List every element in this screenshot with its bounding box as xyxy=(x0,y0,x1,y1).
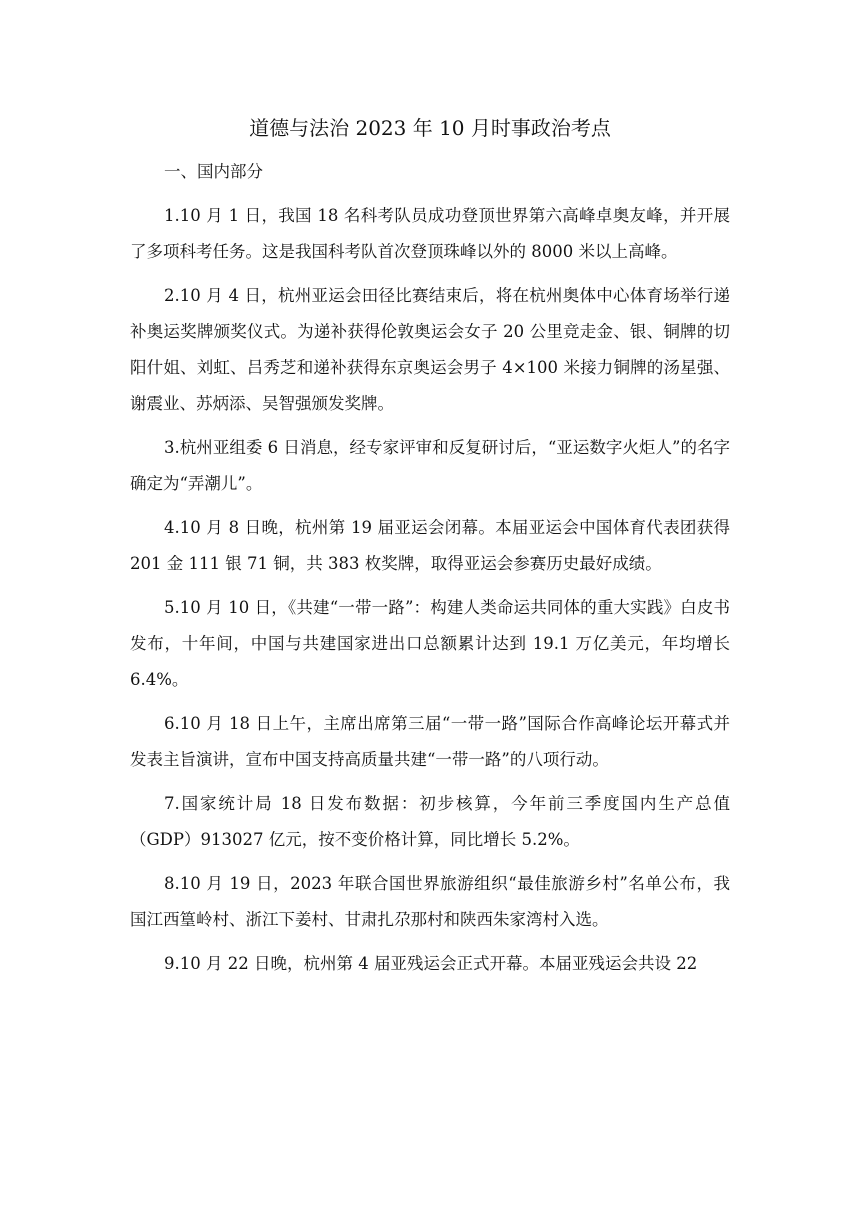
news-item-2: 2.10 月 4 日，杭州亚运会田径比赛结束后，将在杭州奥体中心体育场举行递补奥运奖牌颁奖仪式。为递补获得伦敦奥运会女子 20 公里竞走金、银、铜牌的切阳什姐、刘虹、吕秀芝和递补获得东京奥运会男子 4×100 米接力铜牌的汤星强、谢震业、苏炳添、吴智强颁发奖牌。 xyxy=(130,286,730,413)
news-item-9: 9.10 月 22 日晚，杭州第 4 届亚残运会正式开幕。本届亚残运会共设 22 xyxy=(164,954,698,973)
news-item-7: 7.国家统计局 18 日发布数据：初步核算，今年前三季度国内生产总值（GDP）913027 亿元，按不变价格计算，同比增长 5.2%。 xyxy=(130,794,730,849)
news-item-5: 5.10 月 10 日，《共建“一带一路”：构建人类命运共同体的重大实践》白皮书发布，十年间，中国与共建国家进出口总额累计达到 19.1 万亿美元，年均增长 6.4%。 xyxy=(130,598,730,689)
document-page xyxy=(130,110,730,990)
news-item-8: 8.10 月 19 日，2023 年联合国世界旅游组织“最佳旅游乡村”名单公布，我国江西篁岭村、浙江下姜村、甘肃扎尕那村和陕西朱家湾村入选。 xyxy=(130,874,730,929)
news-item-6: 6.10 月 18 日上午，主席出席第三届“一带一路”国际合作高峰论坛开幕式并发表主旨演讲，宣布中国支持高质量共建“一带一路”的八项行动。 xyxy=(130,714,730,769)
news-item-1: 1.10 月 1 日，我国 18 名科考队员成功登顶世界第六高峰卓奥友峰，并开展了多项科考任务。这是我国科考队首次登顶珠峰以外的 8000 米以上高峰。 xyxy=(130,206,730,261)
news-item-4: 4.10 月 8 日晚，杭州第 19 届亚运会闭幕。本届亚运会中国体育代表团获得 201 金 111 银 71 铜，共 383 枚奖牌，取得亚运会参赛历史最好成绩。 xyxy=(130,518,730,573)
news-item-3: 3.杭州亚组委 6 日消息，经专家评审和反复研讨后，“亚运数字火炬人”的名字确定为“弄潮儿”。 xyxy=(130,438,730,493)
section-heading: 一、国内部分 xyxy=(164,162,263,181)
document-title: 道德与法治 2023 年 10 月时事政治考点 xyxy=(249,116,611,140)
